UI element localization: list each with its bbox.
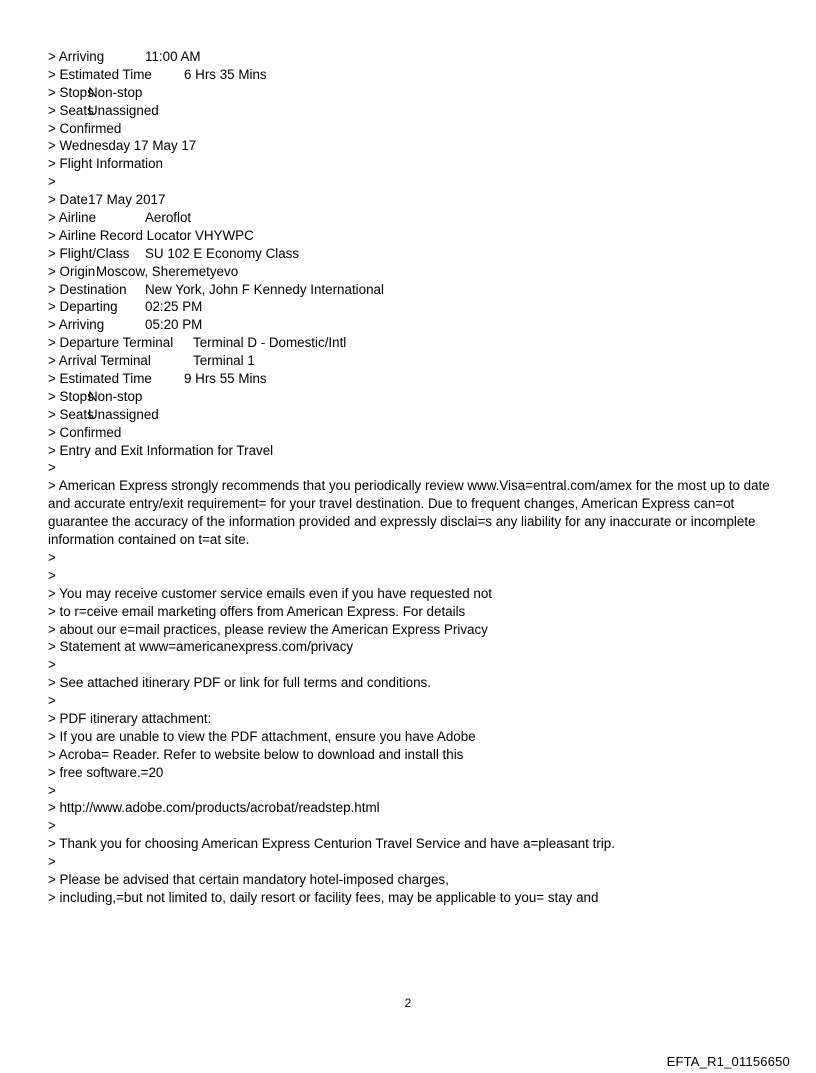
field-label: > Departure Terminal <box>48 335 174 351</box>
email-notice-line: > to r=ceive email marketing offers from American Express. For details <box>48 603 466 619</box>
field-value: 6 Hrs 35 Mins <box>184 66 267 82</box>
field-label: > Destination <box>48 281 127 297</box>
estimated-time-line <box>48 66 773 84</box>
email-document <box>48 48 773 907</box>
itinerary-note-line: > See attached itinerary PDF or link for full terms and conditions. <box>48 675 431 691</box>
blank-quote-line: > <box>48 174 56 190</box>
blank-quote-line: > <box>48 818 56 834</box>
departing-line <box>48 298 773 316</box>
field-value: 17 May 2017 <box>88 192 166 208</box>
field-label: > Departing <box>48 299 118 315</box>
estimated-time-line <box>48 370 773 388</box>
field-value: Non-stop <box>88 84 143 100</box>
field-value: 05:20 PM <box>145 317 203 333</box>
field-value: SU 102 E Economy Class <box>145 245 300 261</box>
hotel-notice-line: > Please be advised that certain mandatory hotel-imposed charges, <box>48 872 449 888</box>
blank-quote-line: > <box>48 657 56 673</box>
destination-line <box>48 281 773 299</box>
blank-quote-line: > <box>48 693 56 709</box>
field-label: > Date <box>48 192 88 208</box>
blank-quote-line: > <box>48 567 56 583</box>
email-notice-line: > You may receive customer service emails even if you have requested not <box>48 585 492 601</box>
hotel-notice-line: > including,=but not limited to, daily resort or facility fees, may be applicable to you= stay and <box>48 889 599 905</box>
blank-quote-line: > <box>48 782 56 798</box>
record-locator-line <box>48 227 773 245</box>
stops-line <box>48 388 773 406</box>
seats-line <box>48 406 773 424</box>
field-label: > Arriving <box>48 49 105 64</box>
seats-line <box>48 102 773 120</box>
date-line <box>48 191 773 209</box>
field-label: > Origin <box>48 263 96 279</box>
email-notice-line: > about our e=mail practices, please review the American Express Privacy <box>48 621 488 637</box>
stops-line <box>48 84 773 102</box>
arriving-line <box>48 48 773 66</box>
amex-entry-exit-paragraph: > American Express strongly recommends that you periodically review www.Visa=entral.com/amex for the most up to date and accurate entry/exit requirement= for your travel destination. Due to frequent changes, American Express can=ot guarantee the accuracy of the information provided and expressly disclai=s any liability for any inaccurate or incomplete information contained on t=at site. <box>48 478 770 548</box>
status-line: > Confirmed <box>48 424 122 440</box>
field-label: > Arrival Terminal <box>48 353 151 369</box>
field-label: > Estimated Time <box>48 371 152 387</box>
email-notice-line: > Statement at www=americanexpress.com/privacy <box>48 639 354 655</box>
blank-quote-line: > <box>48 854 56 870</box>
field-value: Aeroflot <box>145 210 192 226</box>
field-value: Unassigned <box>88 102 159 118</box>
field-value: 9 Hrs 55 Mins <box>184 371 267 387</box>
pdf-notice-line: > free software.=20 <box>48 764 164 780</box>
origin-line <box>48 263 773 281</box>
field-label: > Airline <box>48 210 97 226</box>
field-label: > Stops <box>48 84 94 100</box>
flight-class-line <box>48 245 773 263</box>
section-heading: > Entry and Exit Information for Travel <box>48 442 274 458</box>
day-line: > Wednesday 17 May 17 <box>48 138 197 154</box>
field-label: > Airline Record Locator <box>48 227 192 243</box>
bates-number: EFTA_R1_01156650 <box>666 1054 790 1069</box>
field-label: > Arriving <box>48 317 105 333</box>
blank-quote-line: > <box>48 460 56 476</box>
pdf-notice-line: > PDF itinerary attachment: <box>48 711 212 727</box>
arriving-line <box>48 316 773 334</box>
field-value: VHYWPC <box>195 227 254 243</box>
section-heading: > Flight Information <box>48 156 163 172</box>
adobe-url-line: > http://www.adobe.com/products/acrobat/readstep.html <box>48 800 380 816</box>
field-value: Terminal 1 <box>193 353 255 369</box>
page-number: 2 <box>404 996 412 1010</box>
field-value: 11:00 AM <box>145 49 201 64</box>
pdf-notice-line: > Acroba= Reader. Refer to website below to download and install this <box>48 746 464 762</box>
arrival-terminal-line <box>48 352 773 370</box>
field-label: > Seats <box>48 102 94 118</box>
field-label: > Estimated Time <box>48 66 152 82</box>
airline-line <box>48 209 773 227</box>
field-value: Moscow, Sheremetyevo <box>96 263 239 279</box>
blank-quote-line: > <box>48 550 56 565</box>
thank-you-line: > Thank you for choosing American Express Centurion Travel Service and have a=pleasant trip. <box>48 836 615 852</box>
field-value: 02:25 PM <box>145 299 203 315</box>
field-label: > Stops <box>48 388 94 404</box>
field-label: > Flight/Class <box>48 245 130 261</box>
field-label: > Seats <box>48 406 94 422</box>
field-value: Unassigned <box>88 406 159 422</box>
status-line: > Confirmed <box>48 120 122 136</box>
departure-terminal-line <box>48 334 773 352</box>
pdf-notice-line: > If you are unable to view the PDF attachment, ensure you have Adobe <box>48 728 476 744</box>
field-value: New York, John F Kennedy International <box>145 281 384 297</box>
field-value: Non-stop <box>88 388 143 404</box>
field-value: Terminal D - Domestic/Intl <box>193 335 347 351</box>
